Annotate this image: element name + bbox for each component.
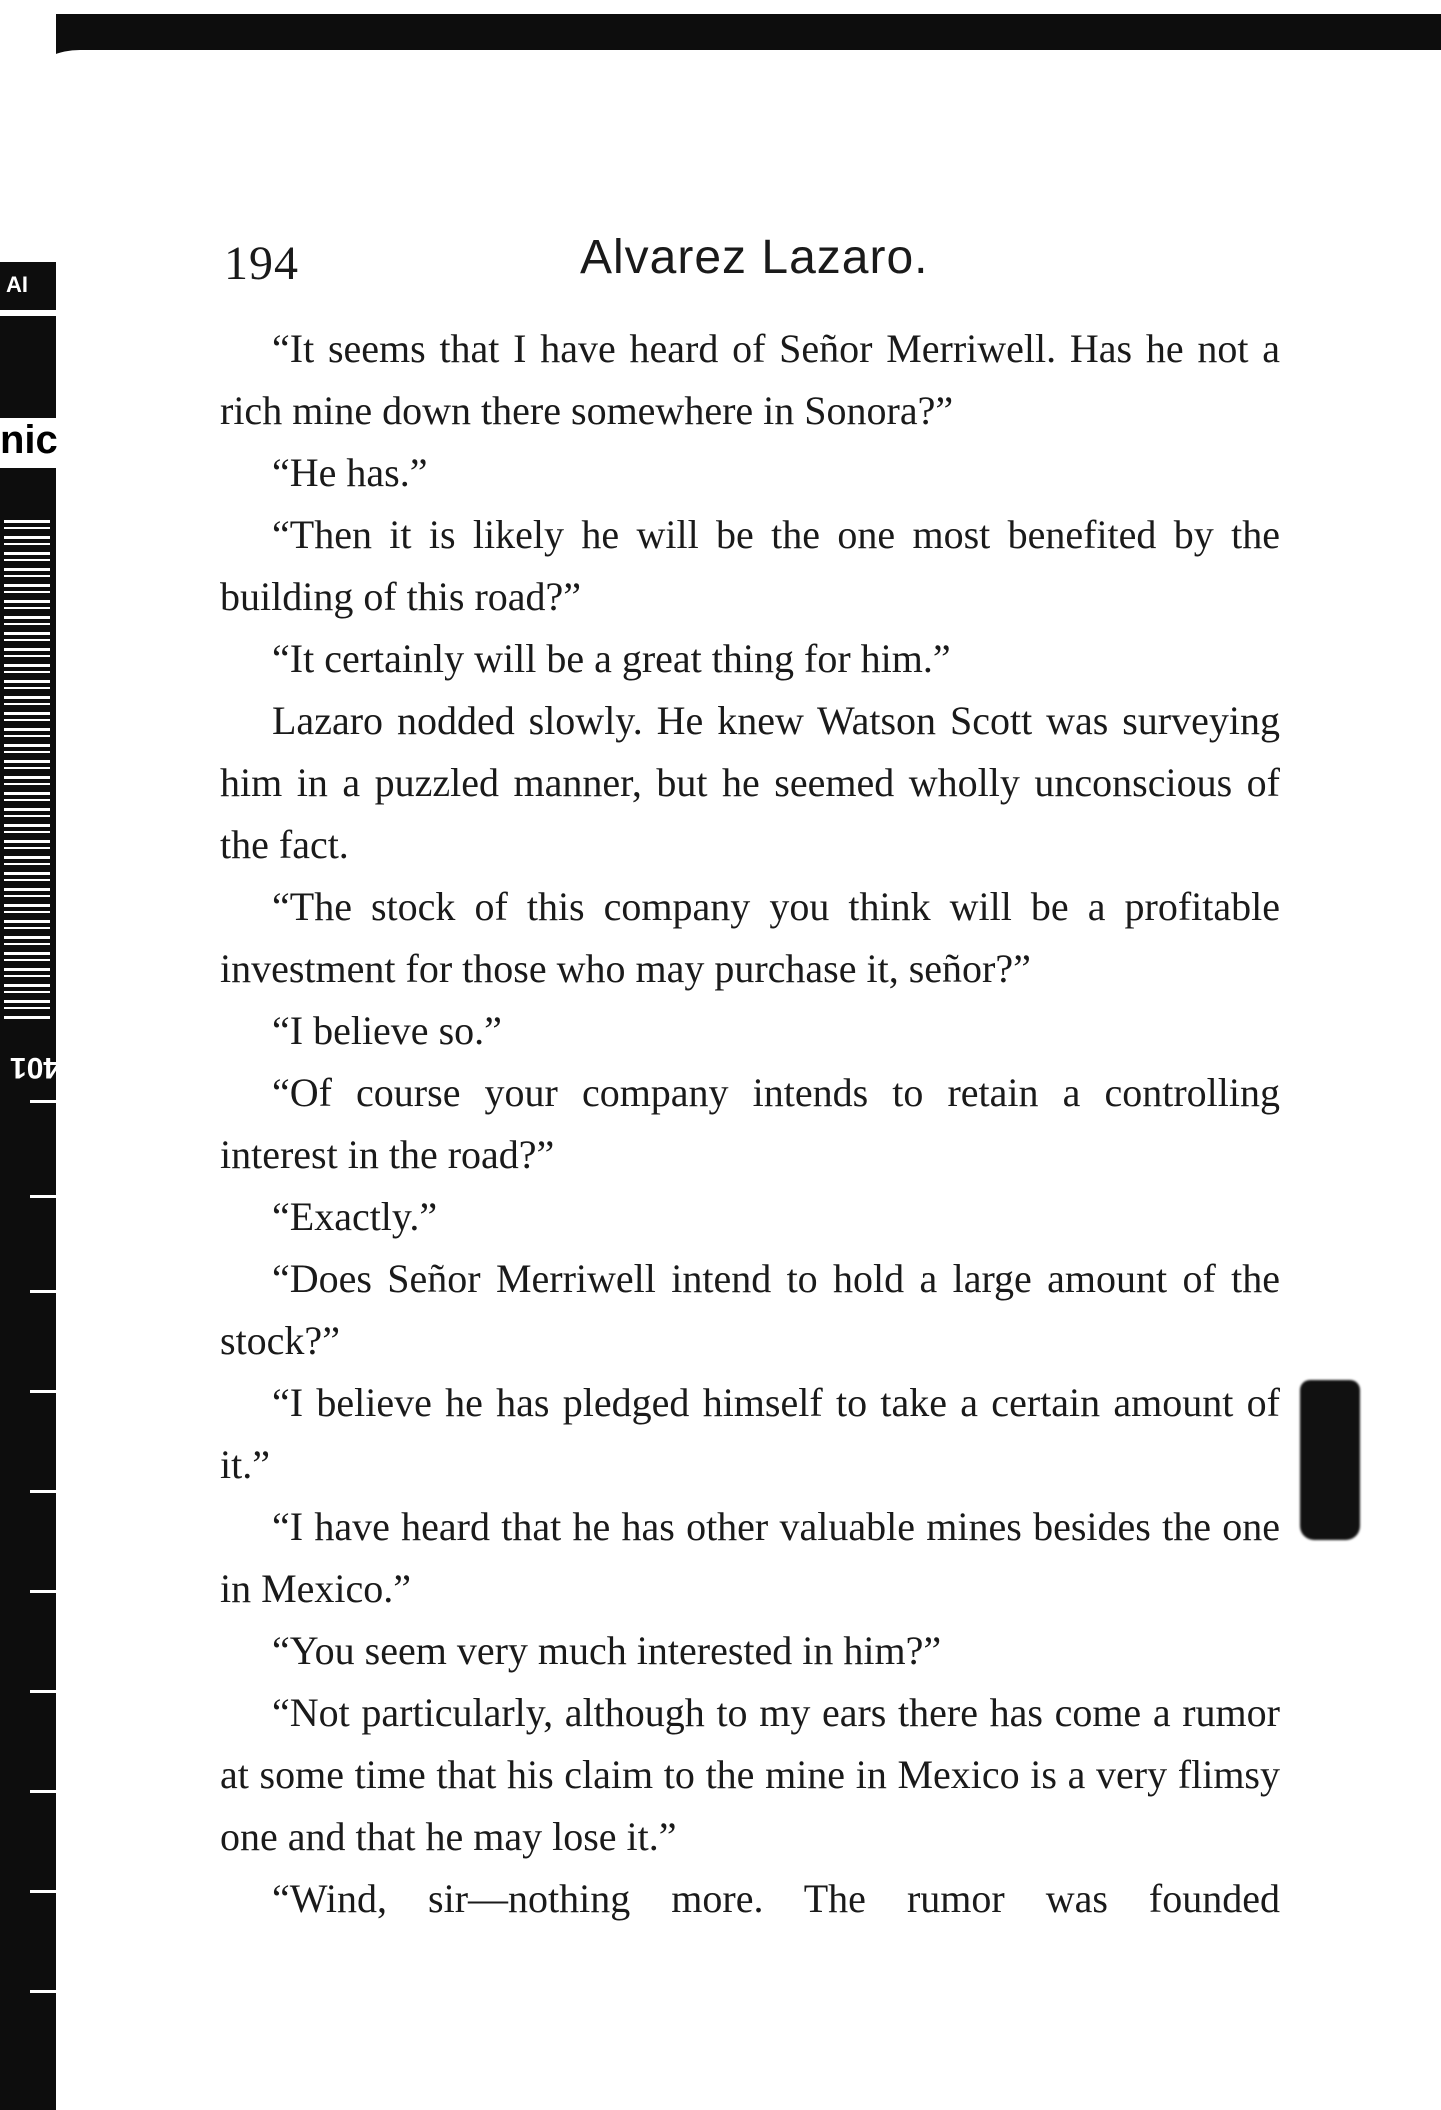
margin-tick: [30, 1790, 58, 1793]
book-page: [220, 228, 1280, 1930]
paragraph: “He has.”: [272, 450, 428, 495]
paragraph: “Does Señor Merriwell intend to hold a large amount of the stock?”: [220, 1256, 1280, 1363]
paragraph: “Of course your company intends to retain a controlling interest in the road?”: [220, 1070, 1280, 1177]
page-number: 194: [224, 237, 299, 290]
margin-tick: [30, 1100, 58, 1103]
scan-left-gap: [0, 0, 56, 262]
margin-tab-nic: nic: [0, 418, 56, 468]
paragraph: “I have heard that he has other valuable mines besides the one in Mexico.”: [220, 1504, 1280, 1611]
running-title: Alvarez Lazaro.: [580, 231, 929, 284]
margin-tick: [30, 1590, 58, 1593]
body-text: [220, 318, 1280, 1930]
margin-tick: [30, 1195, 58, 1198]
barcode-strip: [4, 520, 50, 1020]
paragraph: Lazaro nodded slowly. He knew Watson Scott was surveying him in a puzzled manner, but he seemed wholly unconscious of the fact.: [220, 698, 1280, 867]
paragraph: “The stock of this company you think will be a profitable investment for those who may purchase it, señor?”: [220, 884, 1280, 991]
paragraph: “I believe so.”: [272, 1008, 502, 1053]
ink-smudge: [1300, 1380, 1360, 1540]
margin-tick: [30, 1990, 58, 1993]
margin-tick: [30, 1490, 58, 1493]
margin-tab-401: 401: [9, 1051, 60, 1084]
margin-tab-ai: AI: [6, 272, 28, 297]
paragraph: “Then it is likely he will be the one most benefited by the building of this road?”: [220, 512, 1280, 619]
paragraph: “Not particularly, although to my ears there has come a rumor at some time that his claim to the mine in Mexico is a very flimsy one and that he may lose it.”: [220, 1690, 1280, 1859]
paragraph: “It certainly will be a great thing for him.”: [272, 636, 951, 681]
page-corner: [40, 50, 1441, 70]
margin-tick: [30, 1890, 58, 1893]
margin-tick: [30, 1690, 58, 1693]
margin-tick: [30, 1290, 58, 1293]
paragraph: “I believe he has pledged himself to take a certain amount of it.”: [220, 1380, 1280, 1487]
paragraph: “Wind, sir—nothing more. The rumor was founded: [272, 1876, 1280, 1921]
scan-left-divider: [0, 310, 56, 316]
paragraph: “You seem very much interested in him?”: [272, 1628, 942, 1673]
page-header: [220, 228, 1280, 308]
margin-tick: [30, 1390, 58, 1393]
paragraph: “Exactly.”: [272, 1194, 438, 1239]
paragraph: “It seems that I have heard of Señor Merriwell. Has he not a rich mine down there somewhere in Sonora?”: [220, 326, 1280, 433]
